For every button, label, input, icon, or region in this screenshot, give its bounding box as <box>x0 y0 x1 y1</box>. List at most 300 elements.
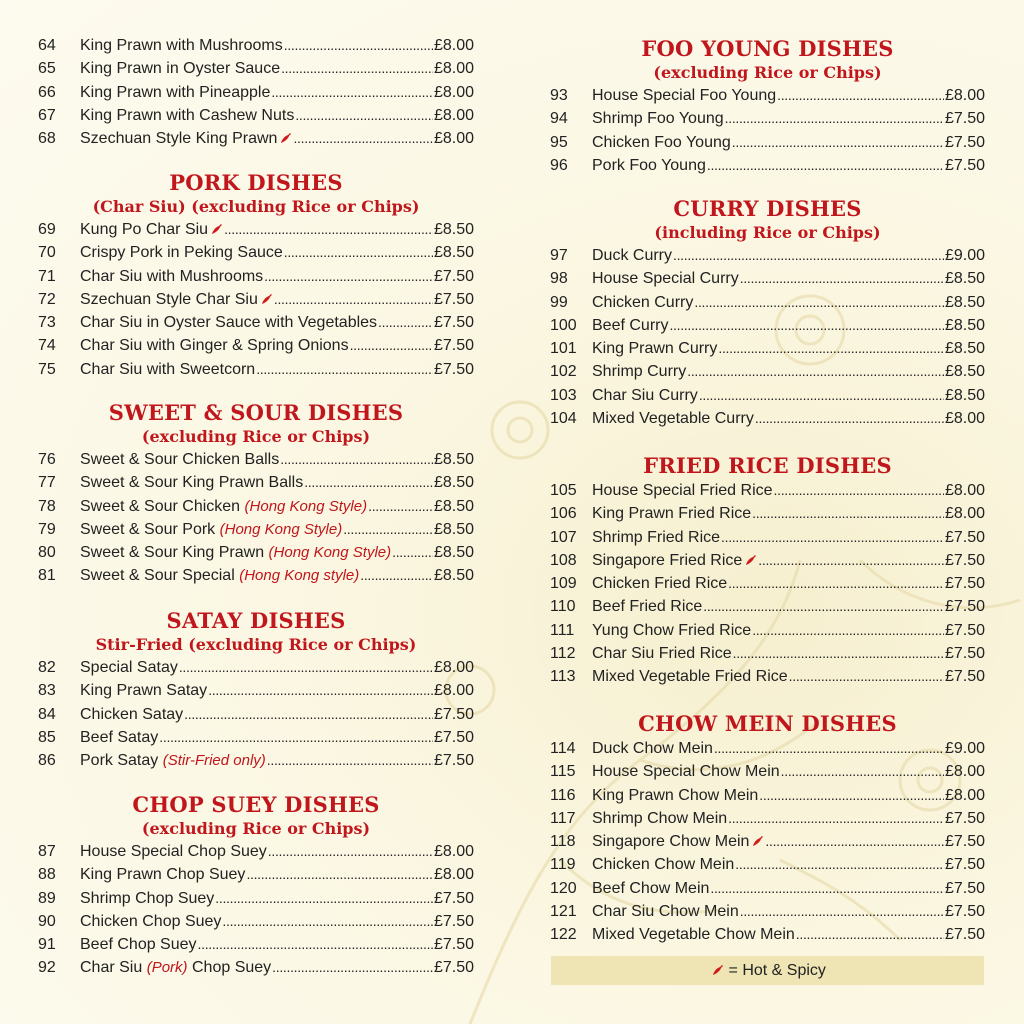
item-number: 103 <box>550 386 577 404</box>
menu-item <box>38 311 474 334</box>
item-price: £7.50 <box>944 809 985 827</box>
item-name: Chicken Satay <box>80 705 184 723</box>
item-price: £7.50 <box>944 903 985 921</box>
menu-item <box>550 314 985 337</box>
item-price: £8.50 <box>944 270 985 288</box>
item-price: £8.00 <box>433 130 474 148</box>
item-name: Singapore Fried Rice <box>592 549 757 572</box>
menu-item <box>38 288 474 311</box>
dot-leader <box>184 703 433 726</box>
item-name: Sweet & Sour Chicken Balls <box>80 451 280 468</box>
section-subtitle: (Char Siu) (excluding Rice or Chips) <box>92 197 420 216</box>
item-name: Shrimp Chop Suey <box>80 889 215 907</box>
item-number: 121 <box>550 903 577 921</box>
item-name: King Prawn Fried Rice <box>592 505 752 523</box>
item-number: 99 <box>550 293 568 311</box>
item-name: Special Satay <box>80 659 178 676</box>
item-name: Shrimp Foo Young <box>592 110 724 128</box>
chili-pepper-icon <box>712 964 724 976</box>
item-price: £9.00 <box>944 740 985 757</box>
item-number: 78 <box>38 497 56 515</box>
menu-item <box>38 81 474 104</box>
chili-pepper-icon <box>745 554 757 566</box>
item-name: Char Siu Chow Mein <box>592 903 739 921</box>
item-price: £8.00 <box>433 682 474 700</box>
item-name: Shrimp Chow Mein <box>592 809 728 827</box>
dot-leader <box>350 334 433 357</box>
item-price: £8.50 <box>433 221 474 238</box>
dot-leader <box>740 900 944 923</box>
menu-item <box>38 726 474 749</box>
item-price: £7.50 <box>433 705 474 723</box>
dot-leader <box>271 81 433 104</box>
menu-item <box>38 57 474 80</box>
menu-item <box>38 241 474 264</box>
section-title: SATAY DISHES <box>166 608 346 633</box>
dot-leader <box>280 448 433 471</box>
dot-leader <box>264 265 433 288</box>
item-name: Sweet & Sour Chicken (Hong Kong Style) <box>80 497 368 515</box>
item-number: 91 <box>38 936 56 954</box>
item-name: King Prawn in Oyster Sauce <box>80 60 281 78</box>
item-number: 87 <box>38 843 56 860</box>
item-name: Mixed Vegetable Curry <box>592 410 754 428</box>
section-title: CURRY DISHES <box>673 196 862 221</box>
menu-item <box>550 900 985 923</box>
section-title: CHOP SUEY DISHES <box>132 792 380 817</box>
item-number: 70 <box>38 244 56 262</box>
item-price: £7.50 <box>944 551 985 569</box>
menu-item <box>550 737 985 760</box>
item-price: £7.50 <box>433 267 474 285</box>
section-subtitle: (excluding Rice or Chips) <box>653 63 882 82</box>
item-name: Shrimp Fried Rice <box>592 528 721 546</box>
dot-leader <box>758 549 944 572</box>
dot-leader <box>732 131 944 154</box>
dot-leader <box>272 956 433 979</box>
item-name: Shrimp Curry <box>592 363 687 381</box>
dot-leader <box>765 830 944 853</box>
menu-item <box>550 337 985 360</box>
item-price: £7.50 <box>944 645 985 663</box>
item-name: King Prawn Satay <box>80 682 208 700</box>
item-price: £8.00 <box>433 843 474 860</box>
item-name: Szechuan Style King Prawn <box>80 127 292 150</box>
menu-item <box>38 749 474 772</box>
menu-item <box>550 595 985 618</box>
menu-section <box>38 400 474 588</box>
item-number: 68 <box>38 130 56 148</box>
item-name: Beef Chop Suey <box>80 936 197 954</box>
menu-item <box>550 760 985 783</box>
menu-item <box>550 877 985 900</box>
dot-leader <box>215 887 433 910</box>
item-number: 109 <box>550 575 577 593</box>
menu-item <box>38 840 474 863</box>
item-price: £7.50 <box>433 889 474 907</box>
item-name: Char Siu with Mushrooms <box>80 267 264 285</box>
item-price: £8.50 <box>944 316 985 334</box>
dot-leader <box>728 572 944 595</box>
dot-leader <box>179 656 433 679</box>
menu-item <box>38 34 474 57</box>
dot-leader <box>721 526 944 549</box>
item-price: £8.00 <box>944 410 985 428</box>
item-number: 119 <box>550 856 576 874</box>
item-name: Beef Chow Mein <box>592 879 710 897</box>
menu-item <box>38 703 474 726</box>
item-number: 80 <box>38 544 56 562</box>
item-number: 100 <box>550 316 577 334</box>
item-number: 67 <box>38 106 56 124</box>
menu-item <box>38 334 474 357</box>
item-number: 65 <box>38 60 56 78</box>
item-name: Pork Foo Young <box>592 156 706 174</box>
dot-leader <box>735 853 944 876</box>
menu-section <box>550 36 985 177</box>
item-name: House Special Curry <box>592 270 739 288</box>
item-price: £8.50 <box>433 497 474 515</box>
item-number: 118 <box>550 833 576 851</box>
menu-item <box>38 863 474 886</box>
item-price: £7.50 <box>433 728 474 746</box>
item-price: £8.50 <box>944 386 985 404</box>
item-number: 74 <box>38 337 56 355</box>
item-name: Chicken Fried Rice <box>592 575 728 593</box>
item-price: £8.50 <box>944 340 985 358</box>
menu-item <box>38 471 474 494</box>
item-price: £7.50 <box>944 926 985 944</box>
item-name: Chicken Curry <box>592 293 694 311</box>
item-price: £7.50 <box>944 110 985 128</box>
item-name: King Prawn with Pineapple <box>80 83 271 101</box>
item-number: 85 <box>38 728 56 746</box>
item-name: Beef Fried Rice <box>592 598 703 616</box>
dot-leader <box>281 57 433 80</box>
menu-item <box>550 830 985 853</box>
item-number: 107 <box>550 528 577 546</box>
item-name: House Special Foo Young <box>592 87 777 104</box>
item-number: 112 <box>550 645 576 663</box>
dot-leader <box>295 104 433 127</box>
item-name: Duck Chow Mein <box>592 740 713 757</box>
menu-item <box>550 407 985 430</box>
item-price: £8.50 <box>433 567 474 585</box>
item-name: House Special Chow Mein <box>592 763 780 781</box>
menu-item <box>38 218 474 241</box>
menu-item <box>550 479 985 502</box>
menu-item <box>38 887 474 910</box>
menu-item <box>550 526 985 549</box>
dot-leader <box>159 726 433 749</box>
item-number: 79 <box>38 520 56 538</box>
item-price: £8.00 <box>944 786 985 804</box>
dot-leader <box>718 337 944 360</box>
item-price: £7.50 <box>433 337 474 355</box>
item-price: £7.50 <box>944 833 985 851</box>
item-price: £7.50 <box>944 879 985 897</box>
menu-item <box>550 642 985 665</box>
dot-leader <box>360 564 433 587</box>
item-name: Chicken Chop Suey <box>80 912 222 930</box>
dot-leader <box>755 407 944 430</box>
dot-leader <box>707 154 944 177</box>
item-price: £7.50 <box>433 360 474 378</box>
item-number: 89 <box>38 889 56 907</box>
menu-item <box>38 910 474 933</box>
dot-leader <box>673 244 944 267</box>
item-number: 64 <box>38 37 56 54</box>
item-number: 73 <box>38 314 56 332</box>
item-name: Mixed Vegetable Chow Mein <box>592 926 795 944</box>
item-price: £7.50 <box>944 598 985 616</box>
item-number: 71 <box>38 267 56 285</box>
dot-leader <box>694 291 944 314</box>
item-name: Kung Po Char Siu <box>80 218 223 241</box>
item-price: £8.50 <box>433 520 474 538</box>
item-price: £7.50 <box>944 156 985 174</box>
menu-section <box>550 453 985 689</box>
dot-leader <box>343 518 433 541</box>
dot-leader <box>710 877 944 900</box>
dot-leader <box>246 863 433 886</box>
item-number: 76 <box>38 451 56 468</box>
dot-leader <box>789 665 944 688</box>
menu-item <box>550 784 985 807</box>
item-price: £8.50 <box>433 474 474 492</box>
item-name: Sweet & Sour King Prawn Balls <box>80 474 304 492</box>
menu-item <box>38 104 474 127</box>
item-note: (Hong Kong Style) <box>219 520 343 538</box>
item-number: 105 <box>550 482 577 499</box>
item-number: 82 <box>38 659 56 676</box>
chili-pepper-icon <box>261 293 273 305</box>
item-number: 108 <box>550 551 577 569</box>
item-number: 88 <box>38 866 56 884</box>
legend-text: = Hot & Spicy <box>728 962 826 979</box>
item-price: £8.00 <box>433 37 474 54</box>
item-price: £8.00 <box>433 83 474 101</box>
item-number: 101 <box>550 340 577 358</box>
section-subtitle: Stir-Fried (excluding Rice or Chips) <box>95 635 417 654</box>
menu-item <box>550 360 985 383</box>
menu-item <box>550 291 985 314</box>
dot-leader <box>268 840 433 863</box>
item-number: 94 <box>550 110 568 128</box>
item-name: King Prawn with Cashew Nuts <box>80 106 295 124</box>
item-name: Beef Satay <box>80 728 159 746</box>
item-number: 98 <box>550 270 568 288</box>
item-note: (Pork) <box>146 959 188 977</box>
item-name: Char Siu Curry <box>592 386 698 404</box>
item-number: 84 <box>38 705 56 723</box>
item-price: £7.50 <box>944 133 985 151</box>
item-price: £8.50 <box>433 244 474 262</box>
item-name: House Special Chop Suey <box>80 843 267 860</box>
item-price: £8.50 <box>944 363 985 381</box>
item-number: 86 <box>38 752 56 770</box>
section-subtitle: (excluding Rice or Chips) <box>141 427 371 446</box>
spicy-legend <box>551 956 984 985</box>
section-subtitle: (excluding Rice or Chips) <box>141 819 371 838</box>
menu-section <box>38 170 474 381</box>
item-price: £8.00 <box>433 659 474 676</box>
item-name-suffix: Chop Suey <box>192 959 272 977</box>
menu-item <box>38 127 474 150</box>
item-price: £9.00 <box>944 247 985 264</box>
dot-leader <box>781 760 944 783</box>
menu-item <box>38 518 474 541</box>
item-price: £7.50 <box>433 314 474 332</box>
section-title: FOO YOUNG DISHES <box>641 36 894 61</box>
item-number: 113 <box>550 668 576 686</box>
item-name: Szechuan Style Char Siu <box>80 288 273 311</box>
menu-item <box>38 265 474 288</box>
item-price: £7.50 <box>433 752 474 770</box>
item-price: £7.50 <box>433 290 474 308</box>
item-price: £7.50 <box>944 856 985 874</box>
item-price: £8.00 <box>433 106 474 124</box>
menu-section <box>38 34 474 150</box>
dot-leader <box>777 84 944 107</box>
menu-item <box>550 853 985 876</box>
dot-leader <box>256 358 433 381</box>
dot-leader <box>274 288 433 311</box>
dot-leader <box>392 541 433 564</box>
menu-item <box>550 384 985 407</box>
item-number: 93 <box>550 87 568 104</box>
section-title: FRIED RICE DISHES <box>643 453 892 478</box>
chili-pepper-icon <box>211 223 223 235</box>
item-name: Sweet & Sour King Prawn (Hong Kong Style) <box>80 544 392 562</box>
item-number: 97 <box>550 247 568 264</box>
menu-item <box>38 564 474 587</box>
menu-item <box>550 502 985 525</box>
menu-item <box>550 572 985 595</box>
chili-pepper-icon <box>752 835 764 847</box>
item-number: 115 <box>550 763 576 781</box>
item-number: 102 <box>550 363 577 381</box>
item-number: 114 <box>550 740 576 757</box>
item-number: 110 <box>550 598 576 616</box>
menu-item <box>550 619 985 642</box>
item-number: 117 <box>550 809 576 827</box>
menu-section <box>38 608 474 772</box>
item-name: Char Siu with Sweetcorn <box>80 360 256 378</box>
item-price: £7.50 <box>944 528 985 546</box>
item-name: Beef Curry <box>592 316 669 334</box>
dot-leader <box>669 314 943 337</box>
dot-leader <box>687 360 944 383</box>
menu-item <box>550 107 985 130</box>
item-name: Sweet & Sour Pork (Hong Kong Style) <box>80 520 343 538</box>
dot-leader <box>714 737 944 760</box>
item-note: (Hong Kong Style) <box>244 497 368 515</box>
item-price: £8.00 <box>433 866 474 884</box>
item-price: £8.00 <box>944 763 985 781</box>
item-number: 96 <box>550 156 568 174</box>
item-name: Yung Chow Fried Rice <box>592 621 752 639</box>
item-number: 90 <box>38 912 56 930</box>
dot-leader <box>293 127 433 150</box>
menu-section <box>38 792 474 980</box>
item-number: 120 <box>550 879 577 897</box>
item-price: £8.50 <box>433 544 474 562</box>
menu-item <box>550 244 985 267</box>
dot-leader <box>796 923 944 946</box>
menu-item <box>38 679 474 702</box>
item-name: House Special Fried Rice <box>592 482 773 499</box>
dot-leader <box>752 502 944 525</box>
item-number: 106 <box>550 505 577 523</box>
dot-leader <box>208 679 433 702</box>
item-price: £7.50 <box>944 621 985 639</box>
dot-leader <box>222 910 433 933</box>
dot-leader <box>774 479 944 502</box>
dot-leader <box>728 807 944 830</box>
item-name: Pork Satay (Stir-Fried only) <box>80 752 266 770</box>
item-number: 111 <box>550 621 575 639</box>
dot-leader <box>284 34 433 57</box>
menu-section <box>550 711 985 947</box>
chili-pepper-icon <box>280 132 292 144</box>
menu-item <box>550 807 985 830</box>
menu-item <box>38 495 474 518</box>
menu-item <box>550 549 985 572</box>
item-number: 66 <box>38 83 56 101</box>
item-number: 104 <box>550 410 577 428</box>
item-number: 92 <box>38 959 56 977</box>
dot-leader <box>378 311 433 334</box>
menu-item <box>550 154 985 177</box>
item-name: Crispy Pork in Peking Sauce <box>80 244 283 262</box>
section-subtitle: (including Rice or Chips) <box>654 223 881 242</box>
item-number: 69 <box>38 221 56 238</box>
menu-item <box>550 923 985 946</box>
menu-item <box>38 656 474 679</box>
item-price: £8.00 <box>944 505 985 523</box>
item-name: King Prawn Chow Mein <box>592 786 759 804</box>
item-price: £8.50 <box>944 293 985 311</box>
menu-item <box>550 665 985 688</box>
item-number: 72 <box>38 290 56 308</box>
dot-leader <box>368 495 433 518</box>
item-name: Singapore Chow Mein <box>592 830 764 853</box>
section-title: PORK DISHES <box>169 170 343 195</box>
item-name: King Prawn Curry <box>592 340 718 358</box>
item-number: 77 <box>38 474 56 492</box>
item-number: 83 <box>38 682 56 700</box>
item-name: King Prawn with Mushrooms <box>80 37 283 54</box>
item-name: Char Siu with Ginger & Spring Onions <box>80 337 349 355</box>
dot-leader <box>725 107 944 130</box>
menu-item <box>38 541 474 564</box>
dot-leader <box>304 471 433 494</box>
item-number: 116 <box>550 786 576 804</box>
item-price: £7.50 <box>433 959 474 977</box>
item-name: Sweet & Sour Special (Hong Kong style) <box>80 567 360 585</box>
item-price: £7.50 <box>944 575 985 593</box>
dot-leader <box>703 595 944 618</box>
dot-leader <box>267 749 433 772</box>
item-name: Duck Curry <box>592 247 673 264</box>
item-price: £8.50 <box>433 451 474 468</box>
menu-item <box>38 933 474 956</box>
item-number: 75 <box>38 360 56 378</box>
menu-item <box>550 131 985 154</box>
dot-leader <box>198 933 433 956</box>
menu-item <box>550 84 985 107</box>
